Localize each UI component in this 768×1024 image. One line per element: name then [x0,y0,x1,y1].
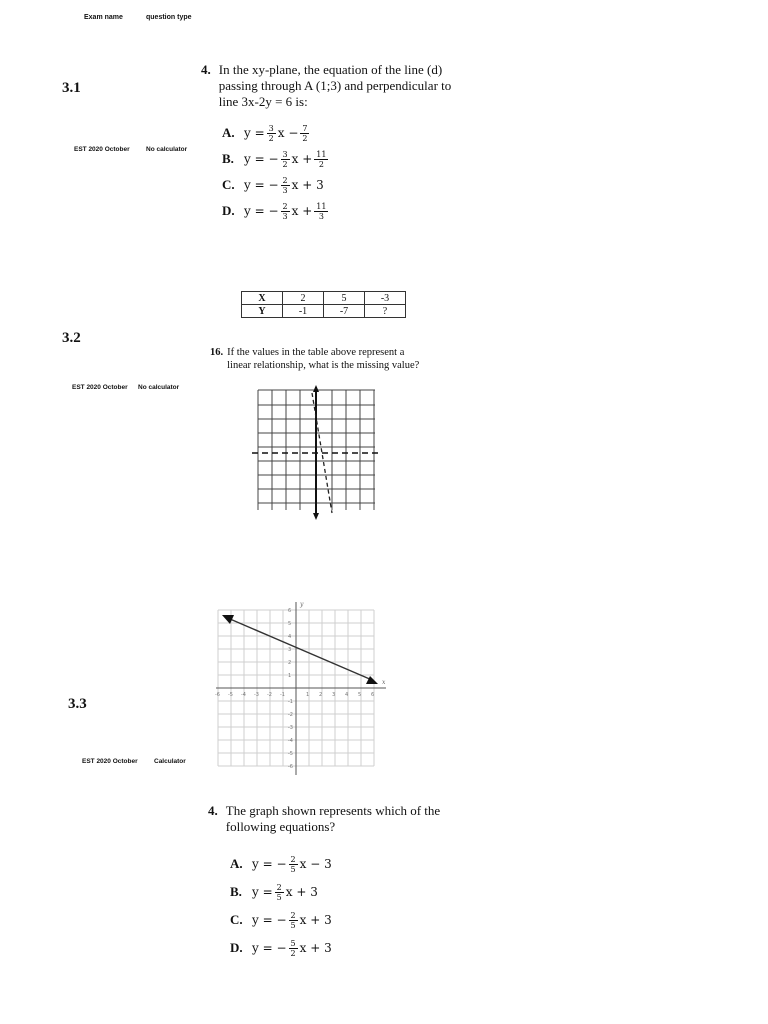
x-tick-label: -2 [267,692,272,698]
y-tick-label: -3 [288,725,293,731]
math-text: x − [277,126,299,140]
y-tick-label: 4 [288,634,292,640]
numerator: 2 [276,882,282,892]
math-text: y = − [252,913,287,927]
question-number: 16. [210,347,224,358]
fraction [290,911,297,930]
x-tick-label: 3 [332,692,336,698]
y-tick-label: 6 [288,608,292,614]
question-text-line: following equations? [225,819,336,834]
section-number: 3.3 [68,696,87,712]
question-2 [210,346,419,372]
denominator: 3 [318,211,324,221]
arrow-icon [313,385,319,392]
y-tick-label: -1 [288,699,293,705]
denominator: 5 [290,920,296,930]
question-text-line: passing through A (1;3) and perpendicular to [218,78,452,93]
table-row [242,292,406,305]
question-text-line: If the values in the table above represent a [227,347,405,358]
denominator: 2 [318,159,324,169]
denominator: 2 [302,133,308,143]
choice-label: C. [222,177,235,192]
choice-a[interactable] [230,850,332,878]
x-tick-label: 1 [306,692,310,698]
table-row [242,305,406,318]
q1-choices [222,120,327,224]
math-text: x + 3 [299,913,332,927]
section-exam: EST 2020 October [82,758,138,765]
x-tick-label: 2 [319,692,323,698]
fraction [290,939,297,958]
numerator: 2 [282,175,288,185]
fraction [282,176,289,195]
arrow-icon [366,676,378,684]
table-cell: -1 [283,305,324,318]
math-text: x + 3 [291,178,324,192]
math-text: y = − [244,152,279,166]
section-number: 3.1 [62,80,81,96]
question-number: 4. [208,803,218,818]
x-tick-label: -6 [215,692,220,698]
fraction [282,202,289,221]
choice-label: B. [230,884,242,899]
numerator: 2 [282,201,288,211]
y-tick-label: -6 [288,764,293,770]
q3-choices [230,850,332,962]
math-text: x + [291,152,313,166]
section-exam: EST 2020 October [72,384,128,391]
math-text: x + 3 [285,885,318,899]
fraction [301,124,308,143]
x-tick-label: -5 [228,692,233,698]
question-text-line: line 3x-2y = 6 is: [218,94,308,109]
denominator: 3 [282,185,288,195]
fraction [315,150,327,169]
table-cell: X [242,292,283,305]
choice-d[interactable] [230,934,332,962]
q3-graph [208,600,388,780]
math-text: y = [244,126,265,140]
q2-graph [250,385,385,520]
x-tick-label: -3 [254,692,259,698]
choice-label: B. [222,151,234,166]
section-type: No calculator [138,384,180,391]
choice-c[interactable] [230,906,332,934]
fraction [282,150,289,169]
choice-label: D. [230,940,243,955]
table-cell: 5 [324,292,365,305]
fraction [276,883,283,902]
x-tick-label: 4 [345,692,349,698]
x-axis-label: x [382,679,386,686]
y-tick-label: -5 [288,751,293,757]
choice-label: A. [222,125,235,140]
fraction [290,855,297,874]
x-tick-label: 5 [358,692,362,698]
section-number: 3.2 [62,330,81,346]
numerator: 5 [290,938,296,948]
table-cell: Y [242,305,283,318]
math-text: y = − [244,178,279,192]
numerator: 7 [302,123,308,133]
math-text: y = [252,885,273,899]
table-cell: ? [365,305,406,318]
numerator: 3 [282,149,288,159]
denominator: 5 [290,864,296,874]
arrow-icon [313,513,319,520]
x-tick-label: -1 [280,692,285,698]
x-tick-label: 6 [371,692,375,698]
choice-label: C. [230,912,243,927]
values-table [241,291,406,318]
question-number: 4. [201,62,211,77]
denominator: 2 [290,948,296,958]
y-tick-label: 1 [288,673,292,679]
math-text: y = − [244,204,279,218]
question-1 [201,62,481,110]
choice-b[interactable] [222,146,327,172]
numerator: 2 [290,910,296,920]
table-cell: -3 [365,292,406,305]
exam-name-header: Exam name [84,14,123,21]
denominator: 5 [276,892,282,902]
x-tick-label: -4 [241,692,246,698]
question-text-line: linear relationship, what is the missing value? [227,360,420,371]
math-text: y = − [252,857,287,871]
choice-label: D. [222,203,235,218]
section-type: No calculator [146,146,188,153]
choice-label: A. [230,856,243,871]
math-text: x + [291,204,313,218]
y-tick-label: 3 [288,647,292,653]
math-text: x + 3 [299,941,332,955]
y-tick-label: 5 [288,621,292,627]
fraction [315,202,327,221]
math-text: y = − [252,941,287,955]
section-exam: EST 2020 October [74,146,130,153]
choice-c[interactable] [222,172,327,198]
denominator: 2 [268,133,274,143]
fraction [268,124,275,143]
question-3 [208,803,498,835]
y-tick-label: 2 [288,660,292,666]
choice-d[interactable] [222,198,327,224]
denominator: 2 [282,159,288,169]
choice-b[interactable] [230,878,332,906]
y-axis-label: y [300,601,304,608]
y-tick-label: -2 [288,712,293,718]
y-tick-label: -4 [288,738,293,744]
numerator: 11 [316,149,327,159]
numerator: 2 [290,854,296,864]
math-text: x − 3 [299,857,332,871]
section-type: Calculator [154,758,186,765]
table-cell: -7 [324,305,365,318]
question-text-line: The graph shown represents which of the [225,803,441,818]
denominator: 3 [282,211,288,221]
numerator: 11 [316,201,327,211]
table-cell: 2 [283,292,324,305]
choice-a[interactable] [222,120,327,146]
question-text-line: In the xy-plane, the equation of the line (d) [218,62,443,77]
question-type-header: question type [146,14,192,21]
numerator: 3 [268,123,274,133]
